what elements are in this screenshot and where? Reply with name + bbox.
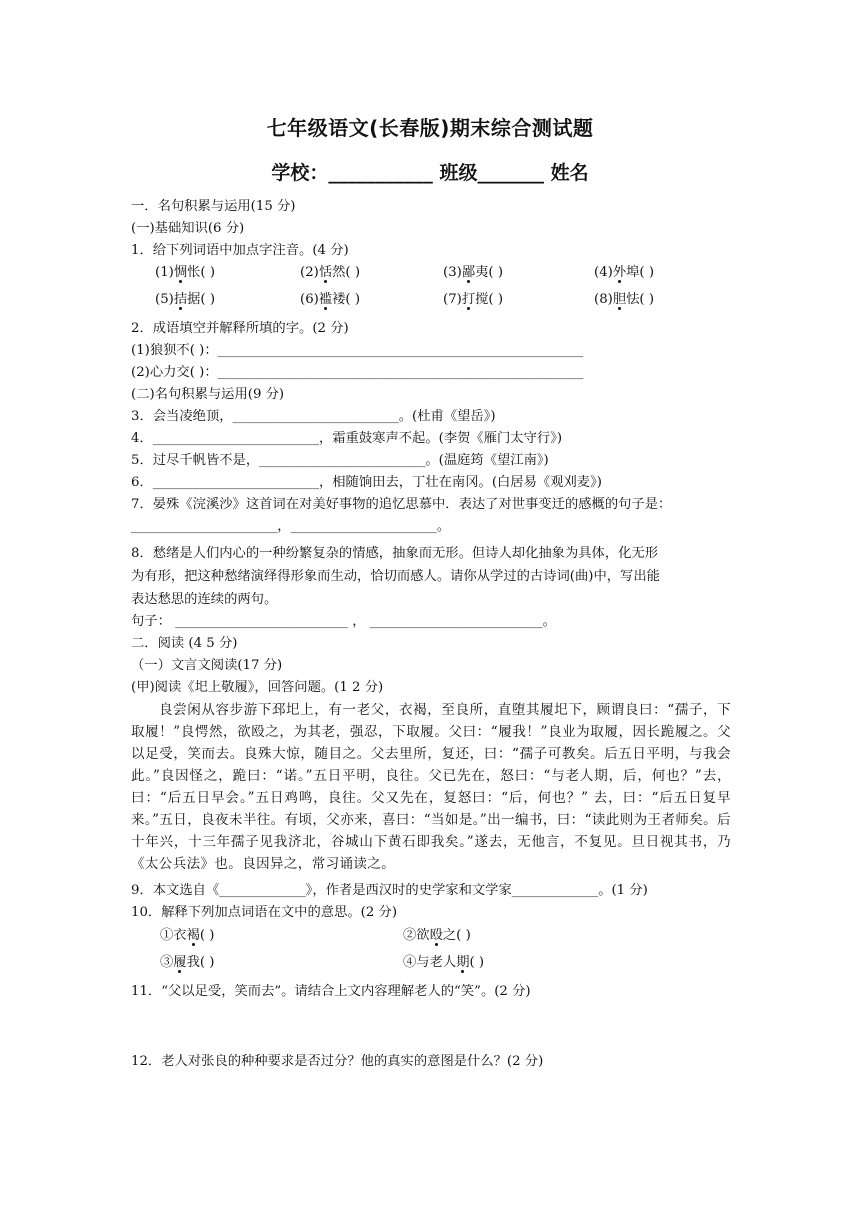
item-prefix: (8) <box>594 292 613 307</box>
dotted-character: 惆 <box>173 265 188 280</box>
question-7-blanks: ______________________，______________________。 <box>131 519 451 534</box>
subsection-basic-knowledge: (一)基础知识(6 分) <box>131 221 245 236</box>
dotted-character: 打 <box>461 292 476 307</box>
dotted-character: 胆 <box>612 292 627 307</box>
q1-item <box>443 262 503 284</box>
dotted-character: 期 <box>456 955 470 970</box>
question-2: 2．成语填空并解释所填的字。(2 分) <box>131 321 349 336</box>
question-9: 9．本文选自《_____________》，作者是西汉时的史学家和文学家_____________。(1 分) <box>131 883 648 898</box>
q10-item <box>403 952 484 974</box>
question-12: 12．老人对张良的种种要求是否过分？他的真实的意图是什么？(2 分) <box>131 1054 544 1069</box>
question-8-line-3: 表达愁思的连续的两句。 <box>131 592 278 607</box>
dotted-character: 履 <box>173 955 187 970</box>
subsection-famous-lines: (二)名句积累与运用(9 分) <box>131 387 285 402</box>
item-suffix: ( ) <box>199 928 215 943</box>
question-2-part-1: (1)狼狈不( )：_______________________________________________________ <box>131 343 584 358</box>
item-prefix: ③ <box>160 955 174 970</box>
q1-item <box>594 289 654 311</box>
question-10: 10．解释下列加点词语在文中的意思。(2 分) <box>131 905 398 920</box>
q10-item <box>160 952 215 974</box>
item-prefix: (1) <box>155 265 174 280</box>
item-suffix: 我( ) <box>186 955 215 970</box>
item-suffix: 怅( ) <box>187 265 216 280</box>
q1-item <box>300 262 360 284</box>
dotted-character: 褐 <box>186 928 200 943</box>
item-prefix: (5) <box>155 292 174 307</box>
q1-item <box>300 289 360 311</box>
question-5: 5．过尽千帆皆不是，_________________________。(温庭筠《望江南》) <box>131 453 549 468</box>
question-1: 1．给下列词语中加点字注音。(4 分) <box>131 243 349 258</box>
question-8-line-1: 8．愁绪是人们内心的一种纷繁复杂的情感，抽象而无形。但诗人却化抽象为具体，化无形 <box>131 546 659 561</box>
item-prefix: (3) <box>443 265 462 280</box>
question-8-line-2: 为有形，把这种愁绪演绎得形象而生动，恰切而感人。请你从学过的古诗词(曲)中，写出能 <box>131 569 660 584</box>
dotted-character: 鄙 <box>461 265 476 280</box>
student-info-line: 学校：___________ 班级_______ 姓名 <box>271 162 589 184</box>
reading-instruction: (甲)阅读《圯上敬履》，回答问题。(1 2 分) <box>131 680 384 695</box>
q1-item <box>155 262 215 284</box>
item-suffix: 埠( ) <box>626 265 655 280</box>
q10-item <box>160 925 215 947</box>
dotted-character: 褴 <box>318 292 333 307</box>
dotted-character: 外 <box>612 265 627 280</box>
question-6: 6．_________________________，相随饷田去，丁壮在南冈。(白居易《观刈麦》) <box>131 475 602 490</box>
question-4: 4．_________________________，霜重鼓寒声不起。(李贺《雁门太守行》) <box>131 431 563 446</box>
item-prefix: (2) <box>300 265 319 280</box>
item-prefix: (7) <box>443 292 462 307</box>
question-2-part-2: (2)心力交( )：_______________________________________________________ <box>131 365 584 380</box>
item-prefix: (6) <box>300 292 319 307</box>
question-7: 7．晏殊《浣溪沙》这首词在对美好事物的追忆思慕中．表达了对世事变迁的感概的句子是： <box>131 497 672 512</box>
page-title: 七年级语文(长春版)期末综合测试题 <box>266 116 594 140</box>
item-suffix: 然( ) <box>332 265 361 280</box>
section-1-heading: 一．名句积累与运用(15 分) <box>131 199 296 214</box>
subsection-classical-reading: （一）文言文阅读(17 分) <box>131 658 283 673</box>
item-prefix: ①衣 <box>160 928 187 943</box>
item-suffix: 之( ) <box>442 928 471 943</box>
item-prefix: ④与老人 <box>403 955 457 970</box>
item-suffix: 搅( ) <box>475 292 504 307</box>
item-prefix: (4) <box>594 265 613 280</box>
item-suffix: 怯( ) <box>626 292 655 307</box>
classical-passage: 良尝闲从容步游下邳圯上，有一老父，衣褐，至良所，直堕其履圯下，顾谓良曰：“孺子，下取履！”良愕然，欲殴之，为其老，强忍，下取履。父曰：“履我！”良业为取履，因长跪履之。父以足受，笑而去。良殊大惊，随目之。父去里所，复还，曰：“孺子可教矣。后五日平明，与我会此。”良因怪之，跪曰：“诺。”五日平明，良往。父已先在，怒曰：“与老人期，后，何也？”去，曰：“后五日早会。”五日鸡鸣，良往。父又先在，复怒曰：“后，何也？” 去，曰：“后五日复早来。”五日，良夜未半往。有顷，父亦来，喜曰：“当如是。”出一编书，曰：“读此则为王者师矣。后十年兴，十三年孺子见我济北，谷城山下黄石即我矣。”遂去，无他言，不复见。旦日视其书，乃《太公兵法》也。良因异之，常习诵读之。 <box>131 702 731 872</box>
question-8-answer: 句子： __________________________ ， __________________________。 <box>131 614 556 629</box>
item-prefix: ②欲 <box>403 928 430 943</box>
q1-item <box>155 289 215 311</box>
item-suffix: 据( ) <box>187 292 216 307</box>
q10-item <box>403 925 471 947</box>
question-3: 3．会当凌绝顶，_________________________。(杜甫《望岳》) <box>131 409 496 424</box>
section-2-heading: 二．阅读 (4 5 分) <box>131 636 238 651</box>
question-11: 11．“父以足受，笑而去”。请结合上文内容理解老人的“笑”。(2 分) <box>131 984 531 999</box>
dotted-character: 恬 <box>318 265 333 280</box>
item-suffix: 褛( ) <box>332 292 361 307</box>
dotted-character: 拮 <box>173 292 188 307</box>
q1-item <box>594 262 654 284</box>
q1-item <box>443 289 503 311</box>
item-suffix: ( ) <box>469 955 485 970</box>
item-suffix: 夷( ) <box>475 265 504 280</box>
dotted-character: 殴 <box>429 928 443 943</box>
